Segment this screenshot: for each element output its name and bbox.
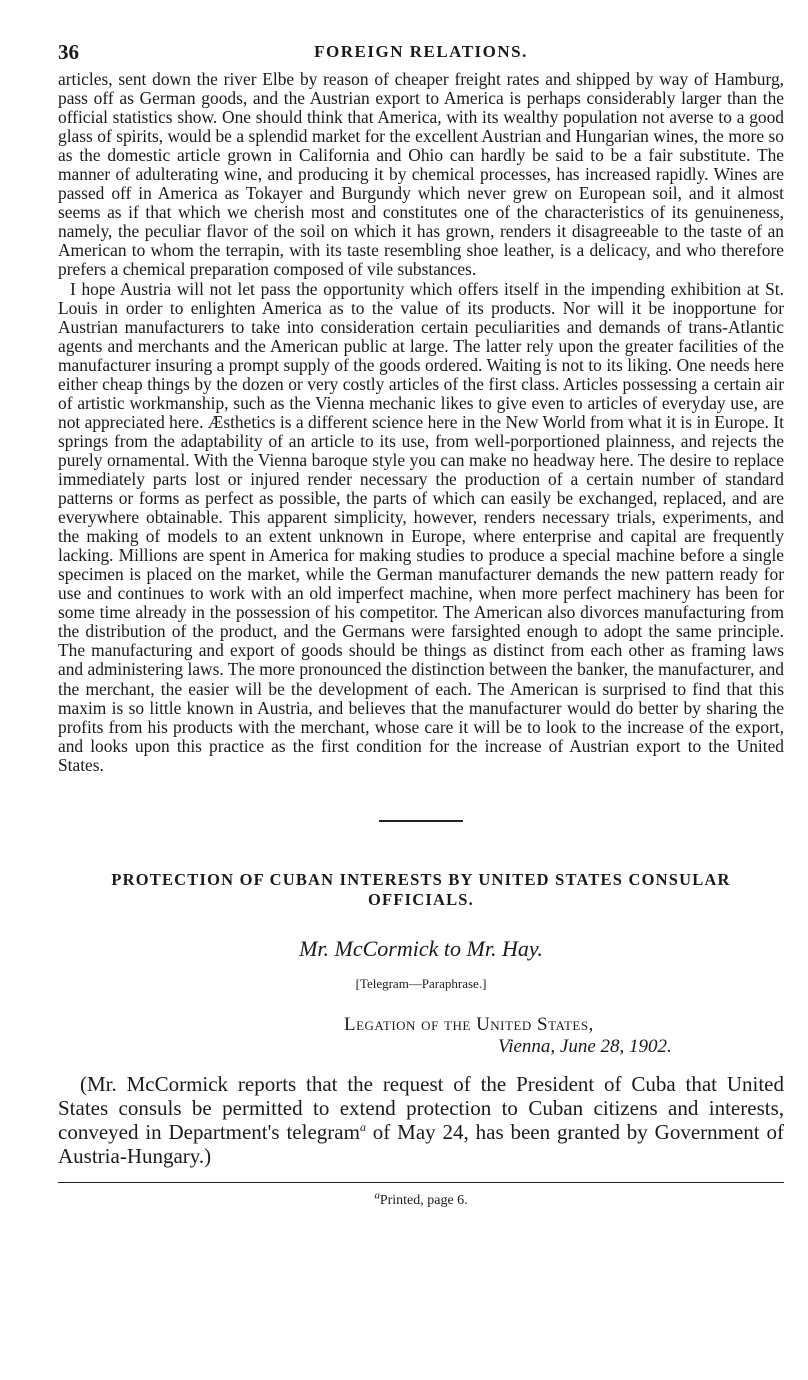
- body-paragraph: articles, sent down the river Elbe by reason of cheaper freight rates and shipped by way of Hamburg, pass off as German goods, and the Austrian export to America is perhaps considerably larger than the official statistics show. One should think that America, with its wealthy population not averse to a good glass of spirits, would be a splendid market for the excellent Austrian and Hungarian wines, the more so as the domestic article grown in California and Ohio can hardly be said to be a fair substitute. The manner of adulterating wine, and producing it by chemical processes, has increased rapidly. Wines are passed off in America as Tokayer and Burgundy which never grew on European soil, and it almost seems as if that which we cherish most and constitutes one of the characteristics of its genuineness, namely, the peculiar flavor of the soil on which it has grown, renders it disagreeable to the taste of an American to whom the terrapin, with its taste resembling shoe leather, is a delicacy, and who therefore prefers a chemical preparation composed of vile substances.: [58, 69, 784, 280]
- body-paragraph: I hope Austria will not let pass the opportunity which offers itself in the impending exhibition at St. Louis in order to enlighten America as to the value of its products. Nor will it be inopportune for Austrian manufacturers to take into consideration certain peculiarities and demands of trans-Atlantic agents and merchants and the American public at large. The latter rely upon the greater facilities of the manufacturer insuring a prompt supply of the goods ordered. Waiting is not to its liking. One needs here either cheap things by the dozen or very costly articles of the first class. Articles possessing a certain air of artistic workmanship, such as the Vienna mechanic likes to give even to articles of everyday use, are not appreciated here. Æsthetics is a different science here in the New World from what it is in Europe. It springs from the adaptability of an article to its use, from well-porportioned plainness, and rejects the purely ornamental. With the Vienna baroque style you can make no headway here. The desire to replace immediately parts lost or injured render necessary the production of a certain number of standard patterns or forms as perfect as possible, the parts of which can easily be exchanged, replaced, and are everywhere obtainable. This apparent simplicity, however, renders necessary trials, experiments, and the making of models to an extent unknown in Europe, where enterprise and capital are frequently lacking. Millions are spent in America for making studies to produce a special machine before a single specimen is placed on the market, while the German manufacturer demands the new pattern ready for use and continues to work with an old imperfect machine, when more perfect machinery has been for some time already in the possession of his competitor. The American also divorces manufacturing from the distribution of the product, and the Germans were farsighted enough to adopt the same principle. The manufacturing and export of goods should be things as distinct from each other as framing laws and administering laws. The more pronounced the distinction between the banker, the manufacturer, and the merchant, the easier will be the development of each. The American is surprised to find that this maxim is so little known in Austria, and believes that the manufacturer would do better by sharing the profits from his products with the merchant, whose care it will be to look to the increase of the export, and looks upon this practice as the first condition for the increase of Austrian export to the United States.: [58, 278, 784, 775]
- document-page: [58, 40, 784, 1209]
- section-divider: [379, 820, 463, 822]
- body-text: [58, 70, 784, 775]
- telegram-paraphrase: [58, 1072, 784, 1168]
- footnote: [58, 1189, 784, 1209]
- paraphrase-text: (Mr. McCormick reports that the request of the President of Cuba that United States consuls be permitted to extend protection to Cuban citizens and interests, conveyed in Department's telegram: [58, 1071, 784, 1144]
- letter-place: Legation of the United States,: [344, 1013, 594, 1035]
- footnote-mark: a: [374, 1189, 380, 1202]
- section-title: PROTECTION OF CUBAN INTERESTS BY UNITED STATES CONSULAR OFFICIALS.: [111, 869, 731, 909]
- running-head: FOREIGN RELATIONS.: [314, 42, 528, 61]
- page-header: [58, 40, 784, 70]
- letter-salutation: Mr. McCormick to Mr. Hay.: [299, 935, 543, 961]
- footnote-text: Printed, page 6.: [379, 1192, 468, 1208]
- footnote-reference: a: [359, 1119, 366, 1134]
- paraphrase-text-end: of May 24, has been granted by Government of Austria-Hungary.): [58, 1119, 784, 1168]
- letter-date: Vienna, June 28, 1902.: [498, 1035, 672, 1057]
- page-number: 36: [58, 40, 79, 64]
- document-type: [Telegram—Paraphrase.]: [355, 975, 487, 991]
- footnote-divider: [58, 1182, 784, 1183]
